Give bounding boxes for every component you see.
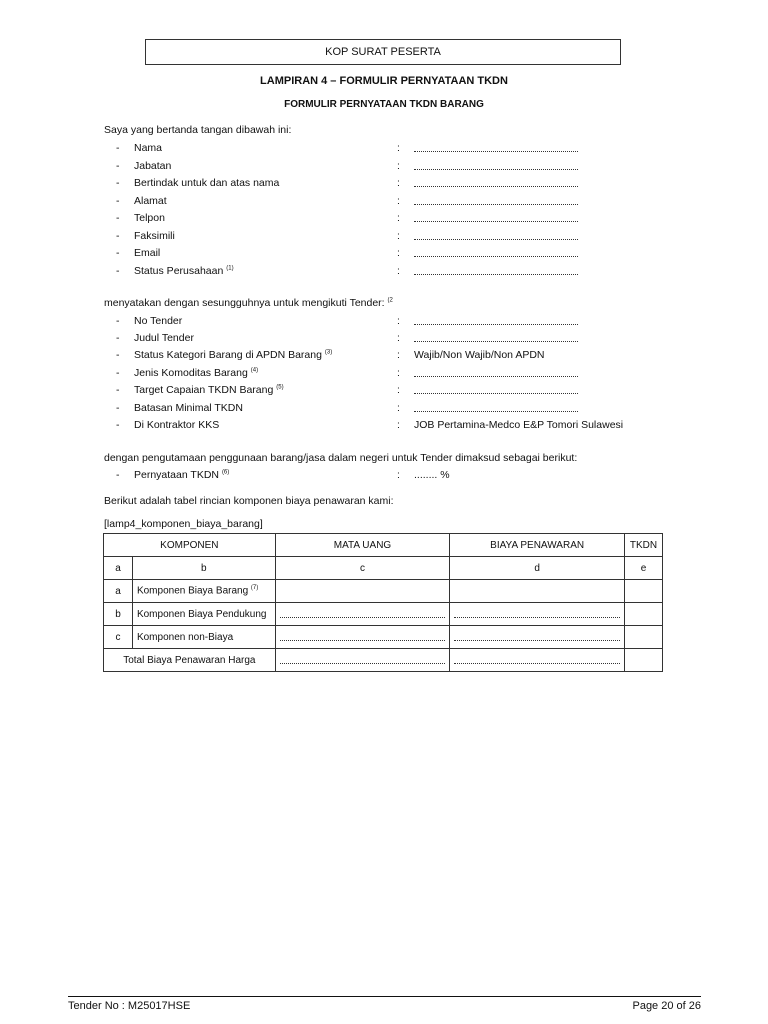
- bullet-dash: -: [116, 230, 120, 242]
- fill-line: [280, 663, 446, 664]
- colon: :: [397, 247, 400, 259]
- biaya-cell[interactable]: [450, 580, 625, 603]
- field-label: Di Kontraktor KKS: [134, 419, 220, 431]
- table-placeholder-tag: [lamp4_komponen_biaya_barang]: [104, 518, 263, 530]
- footnote-ref: (3): [324, 349, 333, 356]
- field-label: Batasan Minimal TKDN: [134, 402, 243, 414]
- table-row: [104, 580, 663, 603]
- fill-line: [454, 663, 620, 664]
- fill-line: [280, 617, 446, 618]
- bullet-dash: -: [116, 469, 120, 481]
- tkdn-percent-field[interactable]: ........ %: [414, 469, 450, 481]
- page-subtitle: FORMULIR PERNYATAAN TKDN BARANG: [284, 99, 484, 110]
- colon: :: [397, 265, 400, 277]
- section3-intro: dengan pengutamaan penggunaan barang/jasa dalam negeri untuk Tender dimaksud sebagai berikut:: [104, 452, 578, 464]
- letter-cell: d: [450, 557, 625, 580]
- row-code: a: [104, 580, 133, 603]
- tkdn-cell[interactable]: [624, 603, 662, 626]
- letter-cell: b: [132, 557, 275, 580]
- field-value: Wajib/Non Wajib/Non APDN: [414, 349, 545, 361]
- header-mata-uang: MATA UANG: [275, 534, 450, 557]
- colon: :: [397, 195, 400, 207]
- colon: :: [397, 177, 400, 189]
- table-header-row: [104, 534, 663, 557]
- field-value: JOB Pertamina-Medco E&P Tomori Sulawesi: [414, 419, 624, 431]
- bullet-dash: -: [116, 402, 120, 414]
- page-number: Page 20 of 26: [632, 1000, 701, 1012]
- bullet-dash: -: [116, 212, 120, 224]
- colon: :: [397, 349, 400, 361]
- biaya-cell[interactable]: [450, 626, 625, 649]
- bullet-dash: -: [116, 142, 120, 154]
- field-label: Nama: [134, 142, 163, 154]
- field-label: Jenis Komoditas Barang $^{(4)}$: [134, 367, 259, 379]
- field-label: Jabatan: [134, 160, 172, 172]
- fill-line[interactable]: [414, 256, 578, 257]
- fill-line: [280, 640, 446, 641]
- colon: :: [397, 160, 400, 172]
- tkdn-cell[interactable]: [624, 626, 662, 649]
- total-tkdn-cell[interactable]: [624, 649, 662, 672]
- bullet-dash: -: [116, 349, 120, 361]
- header-komponen: KOMPONEN: [104, 534, 276, 557]
- field-label: Bertindak untuk dan atas nama: [134, 177, 280, 189]
- field-label: Faksimili: [134, 230, 175, 242]
- row-code: b: [104, 603, 133, 626]
- table-row: [104, 626, 663, 649]
- colon: :: [397, 212, 400, 224]
- section2-intro: menyatakan dengan sesungguhnya untuk mengikuti Tender: $^{(2}$: [104, 297, 393, 309]
- tender-number: Tender No : M25017HSE: [68, 1000, 191, 1012]
- section4-intro: Berikut adalah tabel rincian komponen biaya penawaran kami:: [104, 495, 394, 507]
- fill-line[interactable]: [414, 204, 578, 205]
- bullet-dash: -: [116, 384, 120, 396]
- page-title: LAMPIRAN 4 – FORMULIR PERNYATAAN TKDN: [260, 75, 508, 87]
- table-letter-row: [104, 557, 663, 580]
- row-code: c: [104, 626, 133, 649]
- bullet-dash: -: [116, 160, 120, 172]
- bullet-dash: -: [116, 315, 120, 327]
- mata-uang-cell[interactable]: [275, 626, 450, 649]
- fill-line[interactable]: [414, 341, 578, 342]
- colon: :: [397, 419, 400, 431]
- bullet-dash: -: [116, 265, 120, 277]
- fill-line: [454, 640, 620, 641]
- fill-line[interactable]: [414, 393, 578, 394]
- total-biaya-cell[interactable]: [450, 649, 625, 672]
- section1-intro: Saya yang bertanda tangan dibawah ini:: [104, 124, 292, 136]
- colon: :: [397, 332, 400, 344]
- footnote-ref: (1): [226, 265, 234, 272]
- field-label: Judul Tender: [134, 332, 194, 344]
- fill-line[interactable]: [414, 324, 578, 325]
- fill-line[interactable]: [414, 221, 578, 222]
- row-label: Komponen Biaya Pendukung: [132, 603, 275, 626]
- colon: :: [397, 469, 400, 481]
- bullet-dash: -: [116, 177, 120, 189]
- field-label: Pernyataan TKDN $^{(6)}$: [134, 469, 230, 481]
- colon: :: [397, 142, 400, 154]
- kop-surat-box: KOP SURAT PESERTA: [145, 39, 621, 65]
- letter-cell: a: [104, 557, 133, 580]
- biaya-cell[interactable]: [450, 603, 625, 626]
- fill-line[interactable]: [414, 151, 578, 152]
- fill-line[interactable]: [414, 376, 578, 377]
- table-total-row: [104, 649, 663, 672]
- field-label: No Tender: [134, 315, 183, 327]
- fill-line: [454, 617, 620, 618]
- fill-line[interactable]: [414, 274, 578, 275]
- mata-uang-cell[interactable]: [275, 603, 450, 626]
- field-label: Email: [134, 247, 161, 259]
- bullet-dash: -: [116, 195, 120, 207]
- field-label: Telpon: [134, 212, 165, 224]
- row-label: Komponen non-Biaya: [132, 626, 275, 649]
- komponen-biaya-table: [103, 533, 663, 672]
- bullet-dash: -: [116, 247, 120, 259]
- mata-uang-cell[interactable]: [275, 580, 450, 603]
- footnote-ref: (7): [250, 585, 259, 592]
- colon: :: [397, 315, 400, 327]
- total-mata-uang-cell[interactable]: [275, 649, 450, 672]
- field-label: Status Kategori Barang di APDN Barang $^{(3)}$: [134, 349, 333, 361]
- total-label: Total Biaya Penawaran Harga: [104, 649, 276, 672]
- footnote-ref: (2: [387, 297, 393, 304]
- letter-cell: e: [624, 557, 662, 580]
- field-label: Status Perusahaan $^{(1)}$: [134, 265, 234, 277]
- footnote-ref: (5): [276, 384, 284, 391]
- letter-cell: c: [275, 557, 450, 580]
- bullet-dash: -: [116, 419, 120, 431]
- fill-line[interactable]: [414, 239, 578, 240]
- fill-line[interactable]: [414, 169, 578, 170]
- header-tkdn: TKDN: [624, 534, 662, 557]
- footnote-ref: (6): [221, 469, 230, 476]
- footnote-ref: (4): [250, 367, 259, 374]
- colon: :: [397, 230, 400, 242]
- header-biaya-penawaran: BIAYA PENAWARAN: [450, 534, 625, 557]
- row-label: Komponen Biaya Barang $^{(7)}$: [132, 580, 275, 603]
- field-label: Alamat: [134, 195, 167, 207]
- field-label: Target Capaian TKDN Barang $^{(5)}$: [134, 384, 284, 396]
- page-footer: [68, 996, 701, 1012]
- colon: :: [397, 367, 400, 379]
- tkdn-cell[interactable]: [624, 580, 662, 603]
- bullet-dash: -: [116, 332, 120, 344]
- table-row: [104, 603, 663, 626]
- colon: :: [397, 402, 400, 414]
- fill-line[interactable]: [414, 186, 578, 187]
- colon: :: [397, 384, 400, 396]
- fill-line[interactable]: [414, 411, 578, 412]
- bullet-dash: -: [116, 367, 120, 379]
